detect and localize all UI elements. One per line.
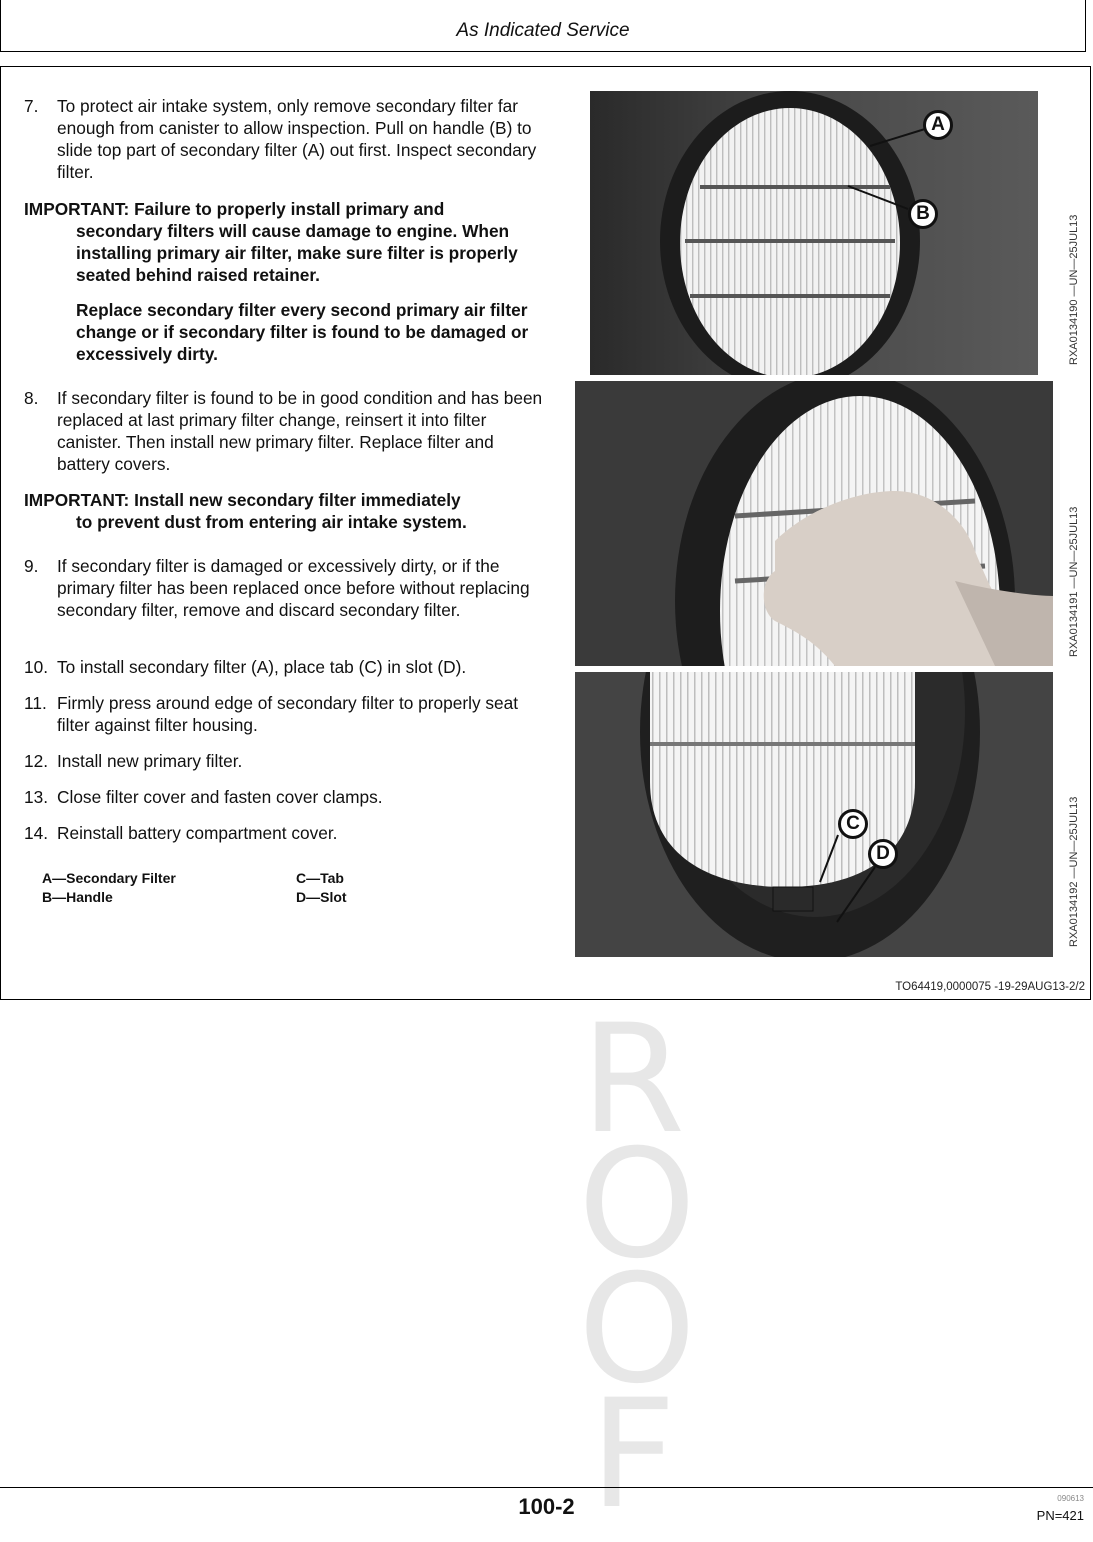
step-8 <box>24 387 544 475</box>
step-text: Reinstall battery compartment cover. <box>57 823 338 843</box>
important-note-1 <box>24 198 544 365</box>
step-number: 8. <box>24 388 39 408</box>
step-number: 12. <box>24 751 49 771</box>
figure-id-2: RXA0134191 —UN—25JUL13 <box>1068 506 1080 657</box>
step-number: 7. <box>24 96 39 116</box>
photo-filter-inspection <box>590 91 1038 375</box>
step-number: 10. <box>24 657 49 677</box>
part-number: PN=421 <box>1036 1508 1084 1523</box>
step-text: If secondary filter is found to be in good condition and has been replaced at last primary filter change, reinsert it into filter canister. Then install new primary filter. Replace filter and battery covers. <box>57 388 543 474</box>
legend-b: B—Handle <box>42 889 113 905</box>
photo-2-drawing <box>575 381 1053 666</box>
legend-d: D—Slot <box>296 889 347 905</box>
step-9 <box>24 555 544 621</box>
watermark-letter-o: O <box>578 1118 697 1292</box>
important-lead: IMPORTANT: Install new secondary filter immediately <box>24 490 461 510</box>
legend-right <box>296 869 347 907</box>
legend-a: A—Secondary Filter <box>42 870 176 886</box>
important-body: to prevent dust from entering air intake system. <box>76 512 467 532</box>
callout-b: B <box>908 199 938 229</box>
figure-id-3: RXA0134192 —UN—25JUL13 <box>1068 796 1080 947</box>
header-title: As Indicated Service <box>456 20 630 41</box>
footer-small-code: 090613 <box>1057 1494 1084 1503</box>
watermark-letter-r: R <box>580 993 686 1167</box>
photo-filter-removal <box>575 381 1053 666</box>
step-10 <box>24 656 544 678</box>
step-text: To protect air intake system, only remove secondary filter far enough from canister to allow inspection. Pull on handle (B) to slide top part of secondary filter (A) out first. Inspect secondary filter. <box>57 96 537 182</box>
step-number: 14. <box>24 823 49 843</box>
step-text: Install new primary filter. <box>57 751 243 771</box>
important-body: secondary filters will cause damage to engine. When installing primary air filter, make sure filter is properly seated behind raised retainer. <box>76 221 518 285</box>
important-note-2 <box>24 489 544 533</box>
step-text: Firmly press around edge of secondary filter to properly seat filter against filter housing. <box>57 693 519 735</box>
callout-d: D <box>868 839 898 869</box>
step-number: 9. <box>24 556 39 576</box>
photo-filter-installation <box>575 672 1053 957</box>
watermark-letter-o2: O <box>578 1243 697 1417</box>
callout-a: A <box>923 110 953 140</box>
document-id: TO64419,0000075 -19-29AUG13-2/2 <box>895 981 1085 993</box>
important-lead: IMPORTANT: Failure to properly install primary and <box>24 199 445 219</box>
step-13 <box>24 786 544 808</box>
figure-id-1: RXA0134190 —UN—25JUL13 <box>1068 214 1080 365</box>
step-number: 11. <box>24 693 47 713</box>
photo-3-drawing <box>575 672 1053 957</box>
step-text: Close filter cover and fasten cover clamps. <box>57 787 383 807</box>
footer-rule <box>0 1487 1093 1488</box>
step-number: 13. <box>24 787 49 807</box>
photo-1-drawing <box>590 91 1038 375</box>
step-14 <box>24 822 544 844</box>
callout-c: C <box>838 809 868 839</box>
step-12 <box>24 750 544 772</box>
step-11 <box>24 692 544 736</box>
step-text: If secondary filter is damaged or excessively dirty, or if the primary filter has been replaced once before without replacing secondary filter, remove and discard secondary filter. <box>57 556 530 620</box>
page-number: 100-2 <box>518 1494 575 1519</box>
legend-c: C—Tab <box>296 870 344 886</box>
step-text: To install secondary filter (A), place tab (C) in slot (D). <box>57 657 467 677</box>
legend-left <box>42 869 176 907</box>
watermark-letter-f: F <box>589 1368 677 1542</box>
important-body-2: Replace secondary filter every second primary air filter change or if secondary filter is found to be damaged or excessively dirty. <box>76 300 529 364</box>
step-7 <box>24 95 544 183</box>
page-header <box>0 0 1086 52</box>
